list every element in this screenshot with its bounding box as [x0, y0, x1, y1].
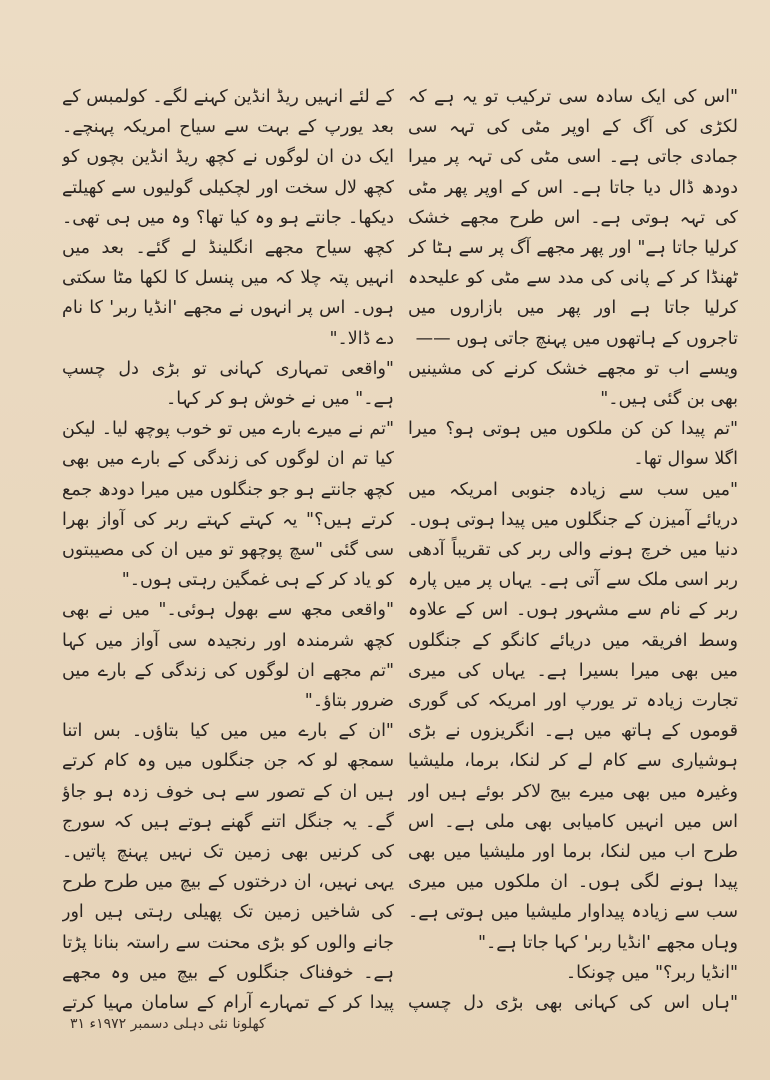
- paragraph: "واقعی تمہاری کہانی تو بڑی دل چسپ ہے۔" میں نے خوش ہو کر کہا۔: [62, 358, 394, 410]
- page-folio: ۳۱ کھلونا نئی دہلی دسمبر ۱۹۷۲ء: [70, 1016, 266, 1032]
- paragraph: [62, 716, 394, 1018]
- paragraph: "تم نے میرے بارے میں تو خوب پوچھ لیا۔ لیکن کیا تم ان لوگوں کی زندگی کے بارے میں بھی کچھ جانتے ہو جو جنگلوں میں میرا دودھ جمع کرتے ہیں؟" یہ کہتے کہتے ربر کی آواز بھرا سی گئی "سچ پوچھو تو میں ان کی مصیبتوں کو یاد کر کے ہی غمگین رہتی ہوں۔": [62, 419, 394, 591]
- paragraph: "میں سب سے زیادہ جنوبی امریکہ میں دریائے آمیزن کے جنگلوں میں پیدا ہوتی ہوں۔ دنیا میں خرچ ہونے والی ربر کی تقریباً آدھی ربر اسی ملک سے آتی ہے۔ یہاں پر میں پارہ ربر کے نام سے مشہور ہوں۔ اس کے علاوہ وسط افریقہ میں دریائے کانگو کے جنگلوں میں بھی میرا بسیرا ہے۔ یہاں کی میری تجارت زیادہ تر یورپ اور امریکہ کی گوری قوموں کے ہاتھ میں ہے۔ انگریزوں نے بڑی ہوشیاری سے کام لے کر لنکا، برما، ملیشیا وغیرہ میں بھی میرے بیج لاکر بوئے ہیں اور اس میں انہیں کامیابی بھی ملی ہے۔ اس طرح اب میں لنکا، برما اور ملیشیا میں بھی پیدا ہونے لگی ہوں۔ ان ملکوں میں میری سب سے زیادہ پیداوار ملیشیا میں ہوتی ہے۔ وہاں مجھے 'انڈیا ربر' کہا جاتا ہے۔": [408, 479, 738, 953]
- paragraph-text: "ان کے بارے میں میں کیا بتاؤں۔ بس اتنا سمجھ لو کہ جن جنگلوں میں وہ کام کرتے ہیں ان کے تصور سے ہی خوف زدہ ہو جاؤ گے۔ یہ جنگل اتنے گھنے ہوتے ہیں کہ سورج کی کرنیں بھی زمین تک نہیں پہنچ پاتیں۔ یہی نہیں، ان درختوں کے بیچ میں طرح طرح کی شاخیں زمین تک پھیلی رہتی ہیں اور جانے والوں کو بڑی محنت سے راستہ بنانا پڑتا ہے۔ خوفناک جنگلوں کے بیچ میں وہ مجھے پیدا کر کے تمہارے آرام کے سامان مہیا کرتے: [62, 721, 394, 1014]
- paragraph: "اس کی ایک سادہ سی ترکیب تو یہ ہے کہ لکڑی کی آگ کے اوپر مٹی کی تہہ سی جمادی جاتی ہے۔ اسی مٹی کی تہہ پر میرا دودھ ڈال دیا جاتا ہے۔ اس کے اوپر پھر مٹی کی تہہ ہوتی ہے۔ اس طرح مجھے خشک کرلیا جاتا ہے" اور پھر مجھے آگ پر سے ہٹا کر ٹھنڈا کر کے پانی کی مدد سے مٹی کو علیحدہ کرلیا جاتا ہے اور پھر میں بازاروں میں تاجروں کے ہاتھوں میں پہنچ جاتی ہوں ——: [408, 87, 738, 349]
- left-text-column: [62, 82, 394, 1018]
- right-text-column: [408, 82, 738, 1018]
- paragraph: ویسے اب تو مجھے خشک کرنے کی مشینیں بھی بن گئی ہیں۔": [408, 358, 738, 410]
- paragraph: "تم پیدا کن کن ملکوں میں ہوتی ہو؟ میرا اگلا سوال تھا۔: [408, 419, 738, 470]
- paragraph: کے لئے انہیں ریڈ انڈین کہنے لگے۔ کولمبس کے بعد یورپ کے بہت سے سیاح امریکہ پہنچے۔ ایک دن ان لوگوں نے کچھ ریڈ انڈین بچوں کو کچھ لال سخت اور لچکیلی گولیوں سے کھیلتے دیکھا۔ جانتے ہو وہ کیا تھا؟ وہ میں ہی تھی۔ کچھ سیاح مجھے انگلینڈ لے گئے۔ بعد میں انہیں پتہ چلا کہ میں پنسل کا لکھا مٹا سکتی ہوں۔ اس پر انہوں نے مجھے 'انڈیا ربر' کا نام دے ڈالا۔": [62, 87, 394, 349]
- paragraph: "انڈیا ربر؟" میں چونکا۔: [565, 962, 738, 983]
- paragraph: "ہاں اس کی کہانی بھی بڑی دل چسپ: [408, 993, 738, 1014]
- paragraph: "واقعی مجھ سے بھول ہوئی۔" میں نے بھی کچھ شرمندہ اور رنجیدہ سی آواز میں کہا "تم مجھے ان لوگوں کی زندگی کے بارے میں ضرور بتاؤ۔": [62, 600, 394, 712]
